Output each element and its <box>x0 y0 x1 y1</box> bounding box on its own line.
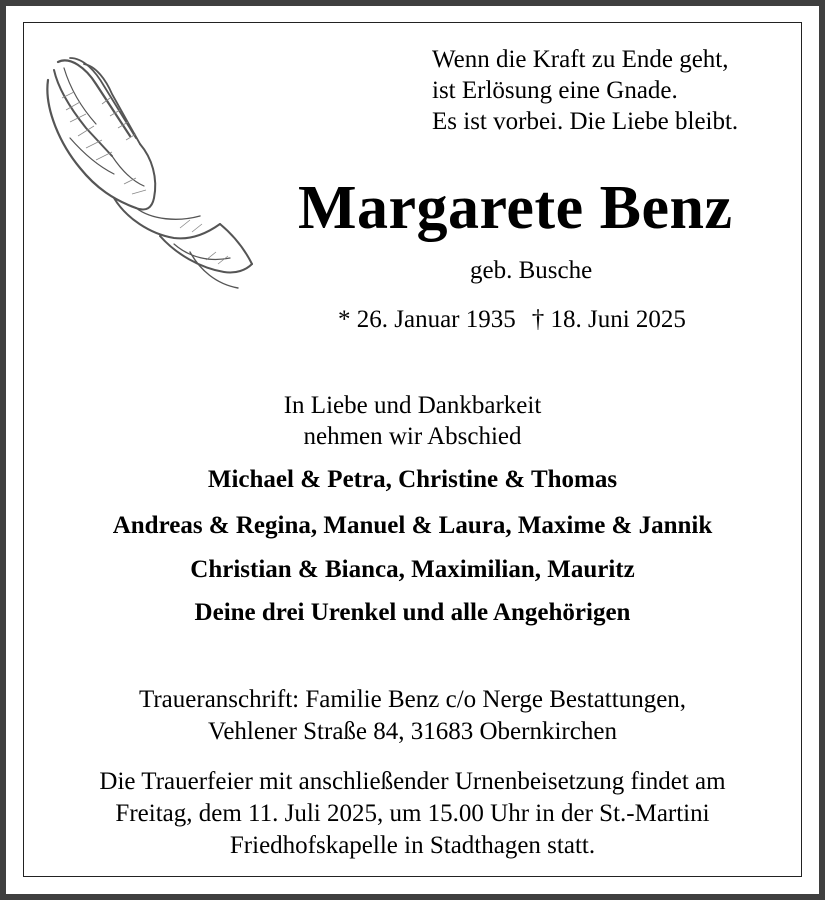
farewell-line: nehmen wir Abschied <box>303 423 522 450</box>
ceremony-info <box>0 766 825 862</box>
family-line: Andreas & Regina, Manuel & Laura, Maxime & Jannik <box>112 512 713 539</box>
ceremony-line: Friedhofskapelle in Stadthagen statt. <box>229 832 596 859</box>
life-dates <box>338 305 686 335</box>
poem-line: Wenn die Kraft zu Ende geht, <box>432 46 729 73</box>
farewell-line: In Liebe und Dankbarkeit <box>283 392 542 419</box>
poem-line: Es ist vorbei. Die Liebe bleibt. <box>432 108 739 135</box>
ceremony-line: Die Trauerfeier mit anschließender Urnenbeisetzung findet am <box>99 768 726 795</box>
poem <box>432 44 738 137</box>
poem-line: ist Erlösung eine Gnade. <box>432 77 678 104</box>
family-line: Christian & Bianca, Maximilian, Mauritz <box>190 556 635 583</box>
maiden-name: geb. Busche <box>470 257 593 284</box>
address-line: Vehlener Straße 84, 31683 Obernkirchen <box>208 718 617 745</box>
birth-date: * 26. Januar 1935 <box>338 306 516 333</box>
death-date: † 18. Juni 2025 <box>531 306 686 333</box>
family-line: Deine drei Urenkel und alle Angehörigen <box>194 599 631 626</box>
deceased-name: Margarete Benz <box>298 174 733 242</box>
family-line: Michael & Petra, Christine & Thomas <box>207 466 618 493</box>
ceremony-line: Freitag, dem 11. Juli 2025, um 15.00 Uhr in der St.-Martini <box>115 800 710 827</box>
mourning-address <box>0 684 825 748</box>
farewell-text <box>0 390 825 452</box>
praying-hands-icon <box>40 48 255 298</box>
address-line: Traueranschrift: Familie Benz c/o Nerge Bestattungen, <box>138 686 687 713</box>
